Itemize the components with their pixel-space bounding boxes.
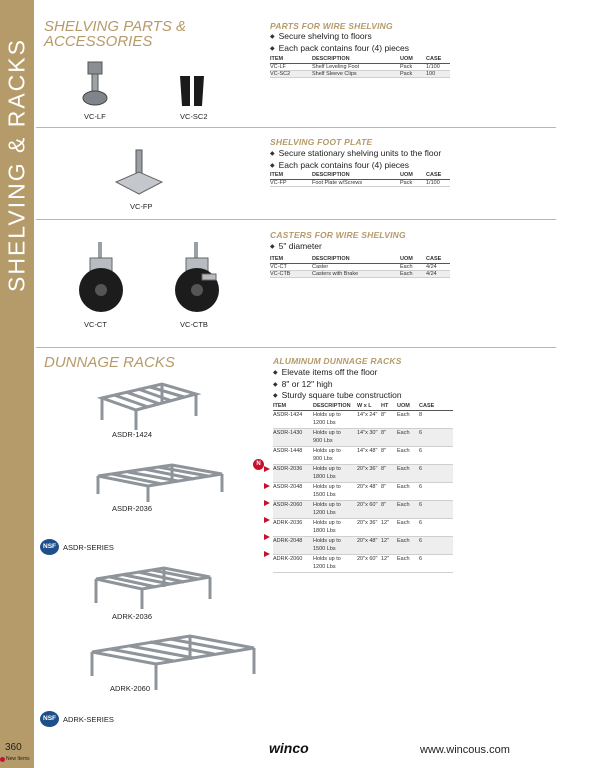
caster-brake-image xyxy=(172,240,222,316)
cell-description-line1: Holds up to xyxy=(313,484,341,490)
cell-case: 1/100 xyxy=(426,180,440,186)
dunnage-rows xyxy=(273,411,453,573)
cell-item: ASDR-2060 xyxy=(273,502,303,508)
new-item-badge: N xyxy=(253,459,264,470)
cell-case: 6 xyxy=(419,448,423,454)
cell-item: ASDR-2048 xyxy=(273,484,303,490)
cell-description-line1: Holds up to xyxy=(313,466,341,472)
cell-ht: 12" xyxy=(381,538,390,544)
casters-bullets xyxy=(270,241,322,253)
cell-item: VC-LF xyxy=(270,64,286,70)
cell-uom: Each xyxy=(397,538,410,544)
cell-ht: 8" xyxy=(381,466,387,472)
cell-wl: 20"x 60" xyxy=(357,556,378,562)
cell-item: ASDR-1424 xyxy=(273,412,303,418)
series-adrk: ADRK-SERIES xyxy=(63,715,114,724)
dunnage-bullet: ◆ Elevate items off the floor xyxy=(273,367,402,379)
foot-plate-title: SHELVING FOOT PLATE xyxy=(270,137,373,147)
rack-image-asdr-1424 xyxy=(92,380,202,432)
cell-description-line2: 1800 Lbs xyxy=(313,473,336,480)
casters-title: CASTERS FOR WIRE SHELVING xyxy=(270,230,406,240)
caption-vc-fp: VC-FP xyxy=(130,202,153,211)
new-item-arrow xyxy=(264,517,270,523)
caption-asdr-1424: ASDR-1424 xyxy=(112,430,153,439)
col-uom: UOM xyxy=(400,256,413,262)
cell-description xyxy=(313,502,357,517)
cell-description-line1: Holds up to xyxy=(313,448,341,454)
cell-item: ASDR-2036 xyxy=(273,466,303,472)
rack-image-adrk-2036 xyxy=(90,565,215,611)
table-row xyxy=(273,411,453,429)
cell-uom: Each xyxy=(400,264,413,270)
dunnage-bullets xyxy=(273,367,402,402)
col-description: DESCRIPTION xyxy=(312,172,350,178)
cell-description-line2: 1200 Lbs xyxy=(313,563,336,570)
foot-plate-image xyxy=(112,148,166,200)
table-row xyxy=(270,180,450,187)
new-item-arrow xyxy=(264,534,270,540)
cell-uom: Each xyxy=(397,484,410,490)
dunnage-bullet: ◆ 8" or 12" high xyxy=(273,379,402,391)
cell-uom: Each xyxy=(397,466,410,472)
parts-bullet: ◆ Secure shelving to floors xyxy=(270,31,409,43)
table-row xyxy=(273,501,453,519)
cell-description: Shelf Leveling Foot xyxy=(312,64,360,70)
cell-description-line2: 1200 Lbs xyxy=(313,419,336,426)
parts-bullet: ◆ Each pack contains four (4) pieces xyxy=(270,43,409,55)
cell-description-line2: 1500 Lbs xyxy=(313,491,336,498)
col-case: CASE xyxy=(419,403,435,409)
col-item: ITEM xyxy=(270,256,284,262)
cell-uom: Each xyxy=(397,448,410,454)
table-row xyxy=(270,71,450,78)
cell-description: Shelf Sleeve Clips xyxy=(312,71,357,77)
new-item-arrow xyxy=(264,483,270,489)
cell-description xyxy=(313,466,357,481)
cell-case: 6 xyxy=(419,520,423,526)
page-number: 360 xyxy=(5,742,22,753)
parts-table xyxy=(270,56,450,78)
caption-adrk-2036: ADRK-2036 xyxy=(112,612,153,621)
cell-description-line1: Holds up to xyxy=(313,502,341,508)
cell-description-line2: 900 Lbs xyxy=(313,455,333,462)
cell-uom: Pack xyxy=(400,71,413,77)
table-row xyxy=(273,465,453,483)
cell-description xyxy=(313,538,357,553)
col-uom: UOM xyxy=(400,56,413,62)
table-row xyxy=(273,429,453,447)
dunnage-table xyxy=(273,403,453,573)
foot-plate-table xyxy=(270,172,450,187)
parts-title: PARTS FOR WIRE SHELVING xyxy=(270,21,393,31)
cell-wl: 20"x 48" xyxy=(357,484,378,490)
col-ht: HT xyxy=(381,403,389,409)
cell-description-line1: Holds up to xyxy=(313,430,341,436)
nsf-badge: NSF xyxy=(40,711,59,727)
new-item-arrow xyxy=(264,500,270,506)
new-items-dot xyxy=(0,757,5,762)
cell-case: 6 xyxy=(419,466,423,472)
cell-wl: 20"x 60" xyxy=(357,502,378,508)
cell-case: 6 xyxy=(419,502,423,508)
cell-item: ADRK-2036 xyxy=(273,520,303,526)
cell-description xyxy=(313,412,357,427)
table-row xyxy=(270,264,450,271)
col-uom: UOM xyxy=(397,403,410,409)
cell-case: 6 xyxy=(419,538,423,544)
cell-description xyxy=(313,556,357,571)
foot-plate-bullets xyxy=(270,148,441,171)
cell-description xyxy=(313,430,357,445)
cell-wl: 14"x 30" xyxy=(357,430,378,436)
cell-ht: 8" xyxy=(381,430,387,436)
table-header xyxy=(270,56,450,64)
sleeve-clips-image xyxy=(174,72,210,112)
cell-ht: 8" xyxy=(381,484,387,490)
cell-uom: Each xyxy=(397,502,410,508)
cell-ht: 12" xyxy=(381,520,390,526)
cell-description: Foot Plate w/Screws xyxy=(312,180,363,186)
divider xyxy=(36,127,556,128)
dunnage-bullet: ◆ Sturdy square tube construction xyxy=(273,390,402,402)
col-item: ITEM xyxy=(270,56,284,62)
table-row xyxy=(273,483,453,501)
cell-uom: Pack xyxy=(400,180,413,186)
rack-image-adrk-2060 xyxy=(86,632,258,692)
divider xyxy=(36,219,556,220)
divider xyxy=(36,347,556,348)
sidebar xyxy=(0,0,34,768)
cell-item: ASDR-1448 xyxy=(273,448,303,454)
col-description: DESCRIPTION xyxy=(312,256,350,262)
caption-asdr-2036: ASDR-2036 xyxy=(112,504,153,513)
cell-description xyxy=(313,448,357,463)
cell-wl: 20"x 36" xyxy=(357,466,378,472)
col-item: ITEM xyxy=(270,172,284,178)
cell-wl: 20"x 36" xyxy=(357,520,378,526)
website-url: www.wincous.com xyxy=(420,744,510,756)
cell-case: 4/24 xyxy=(426,271,437,277)
cell-uom: Each xyxy=(397,412,410,418)
caption-vc-ct: VC-CT xyxy=(84,320,107,329)
cell-item: ADRK-2060 xyxy=(273,556,303,562)
table-row xyxy=(273,537,453,555)
cell-ht: 8" xyxy=(381,448,387,454)
new-item-arrow xyxy=(264,466,270,472)
table-row xyxy=(273,519,453,537)
cell-case: 1/100 xyxy=(426,64,440,70)
series-asdr: ASDR-SERIES xyxy=(63,543,114,552)
cell-description xyxy=(313,520,357,535)
col-uom: UOM xyxy=(400,172,413,178)
caster-image xyxy=(76,240,126,316)
col-description: DESCRIPTION xyxy=(313,403,351,409)
cell-description xyxy=(313,484,357,499)
cell-case: 100 xyxy=(426,71,436,77)
foot-plate-bullet: ◆ Secure stationary shelving units to the floor xyxy=(270,148,441,160)
caption-vc-sc2: VC-SC2 xyxy=(180,112,208,121)
cell-description-line2: 1500 Lbs xyxy=(313,545,336,552)
cell-item: ADRK-2048 xyxy=(273,538,303,544)
dunnage-title: ALUMINUM DUNNAGE RACKS xyxy=(273,356,402,366)
cell-uom: Each xyxy=(397,556,410,562)
cell-description-line1: Holds up to xyxy=(313,538,341,544)
cell-item: VC-CTB xyxy=(270,271,291,277)
cell-wl: 14"x 24" xyxy=(357,412,378,418)
cell-description: Caster xyxy=(312,264,329,270)
shelving-title-line1: SHELVING PARTS & xyxy=(44,18,186,35)
rack-image-asdr-2036 xyxy=(92,462,227,504)
dunnage-section-title: DUNNAGE RACKS xyxy=(44,354,175,371)
table-header xyxy=(270,172,450,180)
cell-description-line2: 1800 Lbs xyxy=(313,527,336,534)
winco-logo: winco xyxy=(269,740,309,756)
col-case: CASE xyxy=(426,56,442,62)
cell-case: 4/24 xyxy=(426,264,437,270)
cell-description-line1: Holds up to xyxy=(313,520,341,526)
col-case: CASE xyxy=(426,256,442,262)
table-row xyxy=(270,271,450,278)
cell-uom: Each xyxy=(400,271,413,277)
cell-uom: Pack xyxy=(400,64,413,70)
cell-description: Casters with Brake xyxy=(312,271,359,277)
cell-description-line2: 1200 Lbs xyxy=(313,509,336,516)
new-item-arrow xyxy=(264,551,270,557)
cell-uom: Each xyxy=(397,430,410,436)
cell-description-line1: Holds up to xyxy=(313,556,341,562)
cell-ht: 8" xyxy=(381,502,387,508)
table-row xyxy=(273,555,453,573)
cell-item: VC-FP xyxy=(270,180,287,186)
col-case: CASE xyxy=(426,172,442,178)
foot-plate-bullet: ◆ Each pack contains four (4) pieces xyxy=(270,160,441,172)
new-items-legend: New Items xyxy=(6,756,30,762)
table-row xyxy=(273,447,453,465)
casters-bullet: ◆ 5" diameter xyxy=(270,241,322,253)
cell-wl: 14"x 48" xyxy=(357,448,378,454)
cell-uom: Each xyxy=(397,520,410,526)
table-header xyxy=(270,256,450,264)
nsf-badge: NSF xyxy=(40,539,59,555)
col-description: DESCRIPTION xyxy=(312,56,350,62)
cell-ht: 12" xyxy=(381,556,390,562)
shelving-section-title xyxy=(44,19,186,49)
cell-ht: 8" xyxy=(381,412,387,418)
cell-description-line2: 900 Lbs xyxy=(313,437,333,444)
cell-case: 6 xyxy=(419,430,423,436)
caption-vc-ctb: VC-CTB xyxy=(180,320,208,329)
cell-item: VC-CT xyxy=(270,264,287,270)
sidebar-title: SHELVING & RACKS xyxy=(3,38,30,292)
cell-description-line1: Holds up to xyxy=(313,412,341,418)
caption-adrk-2060: ADRK-2060 xyxy=(110,684,151,693)
table-row xyxy=(270,64,450,71)
shelving-title-line2: ACCESSORIES xyxy=(44,33,153,50)
cell-wl: 20"x 48" xyxy=(357,538,378,544)
col-item: ITEM xyxy=(273,403,287,409)
cell-case: 6 xyxy=(419,556,423,562)
cell-item: VC-SC2 xyxy=(270,71,291,77)
cell-case: 8 xyxy=(419,412,423,418)
col-wl: W x L xyxy=(357,403,372,409)
parts-bullets xyxy=(270,31,409,54)
leveling-foot-image xyxy=(76,60,116,110)
cell-case: 6 xyxy=(419,484,423,490)
cell-item: ASDR-1430 xyxy=(273,430,303,436)
caption-vc-lf: VC-LF xyxy=(84,112,106,121)
table-header xyxy=(273,403,453,411)
casters-table xyxy=(270,256,450,278)
